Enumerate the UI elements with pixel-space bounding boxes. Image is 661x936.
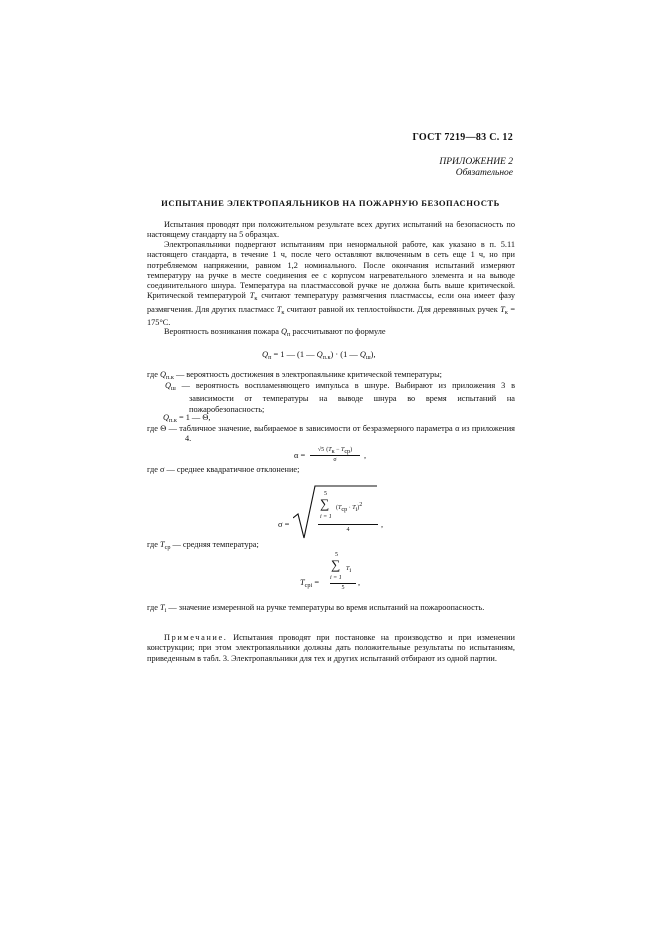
tcp-term — [346, 563, 351, 574]
appendix-label — [439, 157, 513, 179]
symbol-t: T — [500, 304, 505, 314]
paragraph-2-text-b: считают температуру размягчения пластмассы, если она имеет фазу размягчения. Для других пластмасс — [147, 291, 516, 314]
paragraph-1: Испытания проводят при положительном результате всех других испытаний на безопасность по настоящему стандарту на 5 образцах. — [147, 220, 515, 240]
sigma-fraction-line — [318, 524, 378, 525]
sigma-denominator: 4 — [346, 527, 350, 533]
formula-part: = 1 — (1 — — [273, 350, 315, 359]
definition-text: — табличное значение, выбираемое в зависимости от безразмерного параметра α из приложения 4. — [168, 424, 515, 444]
sum-lower: i = 1 — [320, 514, 332, 520]
definition-sigma: где σ — среднее квадратичное отклонение; — [147, 465, 300, 474]
paragraph-3-text-b: рассчитывают по формуле — [292, 327, 386, 336]
sum-sign: ∑ — [320, 496, 330, 511]
symbol-k: к — [331, 448, 335, 455]
symbol-q: Q — [359, 350, 366, 359]
theta-symbol: Θ — [160, 424, 167, 433]
where-label: где — [147, 603, 158, 612]
symbol-q: Q — [163, 413, 169, 422]
eq-sign: = — [314, 578, 320, 587]
symbol-cp: ср — [164, 544, 171, 551]
symbol-cp: ср — [341, 506, 348, 513]
symbol-t: T — [159, 540, 165, 549]
paragraph-2 — [147, 240, 515, 328]
paren: ) — [350, 447, 353, 453]
alpha-numerator — [310, 444, 360, 455]
paragraph-2-text: Электропаяльники подвергают испытаниям при ненормальной работе, как указано в п. 5.11 настоящего стандарта, в течение 1 ч, после чего оставляют включенным в сеть еще 1 ч, но при потребляемом напряжении, равном 1,2 номинального. После окончания испытаний измеряют температуру на ручке в месте соединения ее с корпусом нагревательного элемента и на выводе соединительного шнура. Температура на пластмассовой ручке не должна быть выше критической. Критической температурой — [147, 240, 515, 301]
symbol-nk: п.к — [169, 417, 177, 424]
symbol-cp: ср — [344, 448, 351, 455]
square: 2 — [359, 502, 363, 508]
definition-text: — вероятность достижения в электропаяльнике критической температуры; — [175, 370, 442, 379]
appendix-status: Обязательное — [455, 168, 513, 178]
symbol-cpi: срi — [304, 582, 313, 589]
symbol-t: T — [249, 291, 255, 301]
minus: · — [347, 505, 353, 511]
symbol-n: п — [268, 354, 272, 361]
where-label: где — [147, 370, 158, 379]
paren: ( — [336, 505, 338, 511]
symbol-q: Q — [281, 327, 287, 336]
symbol-t: T — [276, 304, 282, 314]
tcp-fraction-line — [330, 583, 356, 584]
section-title: ИСПЫТАНИЕ ЭЛЕКТРОПАЯЛЬНИКОВ НА ПОЖАРНУЮ БЕЗОПАСНОСТЬ — [161, 198, 500, 208]
definition-theta — [147, 424, 515, 445]
page-header: ГОСТ 7219—83 С. 12 — [412, 132, 513, 143]
comma: , — [381, 520, 384, 529]
eq-sign: = — [510, 304, 516, 314]
comma: , — [358, 578, 361, 587]
alpha-lhs: α = — [294, 451, 306, 460]
symbol-sh: ш — [171, 385, 176, 392]
sigma-lhs: σ = — [278, 520, 290, 529]
definition-text: — средняя температура; — [172, 540, 259, 549]
tcp-denominator: 5 — [341, 585, 345, 591]
symbol-t: T — [352, 505, 356, 511]
symbol-t: T — [300, 578, 305, 587]
where-label: где — [147, 424, 158, 433]
paragraph-2-text-d: 175°С. — [147, 318, 171, 328]
symbol-sh: ш — [365, 354, 371, 361]
symbol-t: T — [340, 447, 345, 453]
symbol-nk: п.к — [322, 354, 331, 361]
paren: ( — [326, 447, 329, 453]
alpha-fraction-line — [310, 455, 360, 456]
theta-symbol: Θ — [202, 413, 209, 422]
formula-main — [262, 350, 376, 361]
symbol-k: к — [254, 295, 258, 303]
sqrt-five: √5 — [317, 447, 325, 453]
symbol-k: к — [281, 308, 285, 316]
definition-ti — [147, 603, 515, 616]
alpha-denominator: σ — [333, 457, 337, 463]
tcp-lhs — [300, 578, 319, 589]
sigma-term — [336, 502, 362, 513]
symbol-t: T — [346, 566, 350, 572]
where-label: где — [147, 540, 158, 549]
note-label: Примечание. — [164, 633, 228, 642]
formula-sigma — [278, 484, 398, 544]
symbol-q: Q — [316, 350, 323, 359]
paren: ) — [357, 505, 360, 511]
paragraph-3-text: Вероятность возникания пожара — [164, 327, 279, 336]
formula-part: = 1 — — [178, 413, 201, 422]
symbol-q: Q — [262, 350, 269, 359]
sum-upper: 5 — [335, 552, 338, 558]
symbol-t: T — [338, 505, 342, 511]
paragraph-2-text-c: считают равной их теплостойкости. Для деревянных ручек — [286, 304, 498, 314]
comma: , — [364, 451, 367, 460]
symbol-i: i — [164, 607, 167, 614]
note-text: Испытания проводят при постановке на производство и при изменении конструкции; при этом электропаяльники должны дать положительные результаты по испытаниям, приведенным в табл. 3. Электропаяльники для тех и других испытаний отбирают из одной партии. — [147, 633, 516, 663]
formula-tcp — [300, 552, 370, 596]
comma: , — [208, 413, 211, 422]
sum-lower: i = 1 — [330, 575, 342, 581]
symbol-nk: п.к — [165, 374, 174, 381]
definition-qsh — [165, 381, 515, 415]
symbol-q: Q — [159, 370, 166, 379]
symbol-t: T — [159, 603, 165, 612]
symbol-n: п — [287, 331, 291, 338]
symbol-k: к — [504, 308, 508, 316]
definition-text: — значение измеренной на ручке температуры во время испытаний на пожароопасность. — [168, 603, 485, 612]
paragraph-3 — [147, 327, 515, 340]
formula-part: ), — [370, 350, 376, 359]
sum-upper: 5 — [324, 491, 327, 497]
sum-sign: ∑ — [331, 557, 341, 572]
appendix-title: ПРИЛОЖЕНИЕ 2 — [439, 157, 513, 167]
definition-text: — вероятность воспламеняющего импульса в шнуре. Выбирают из приложения 3 в зависимости от температуры на выводе шнура во время испытаний на пожаробезопасность; — [181, 381, 516, 414]
symbol-q: Q — [165, 381, 171, 390]
symbol-i: i — [355, 506, 358, 513]
note — [147, 633, 515, 664]
minus: − — [334, 447, 341, 453]
symbol-t: T — [328, 447, 332, 453]
formula-part: ) · (1 — — [330, 350, 358, 359]
symbol-i: i — [349, 567, 352, 574]
